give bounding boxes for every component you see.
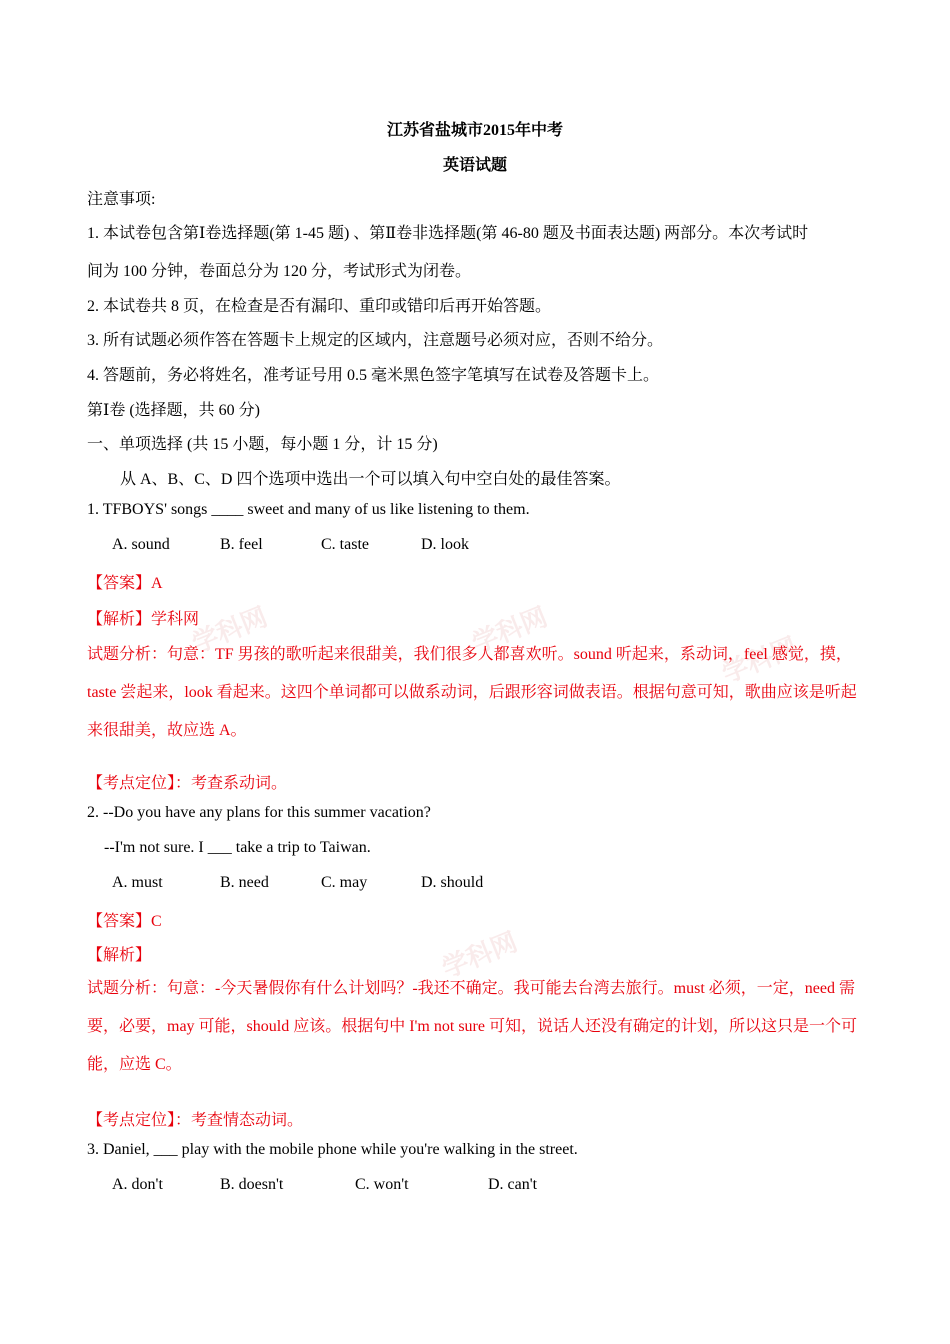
note-item-3: 3. 所有试题必须作答在答题卡上规定的区域内，注意题号必须对应，否则不给分。 xyxy=(87,332,664,349)
page-subtitle: 英语试题 xyxy=(442,157,507,174)
note-item-4: 4. 答题前，务必将姓名，准考证号用 0.5 毫米黑色签字笔填写在试卷及答题卡上。 xyxy=(87,367,660,384)
question-1-option-c: C. taste xyxy=(321,536,369,553)
question-2-option-a: A. must xyxy=(112,874,163,891)
question-3-option-d: D. can't xyxy=(488,1176,538,1193)
question-3-option-c: C. won't xyxy=(355,1176,409,1193)
section-instruction: 从 A、B、C、D 四个选项中选出一个可以填入句中空白处的最佳答案。 xyxy=(120,471,621,488)
question-2-option-c: C. may xyxy=(321,874,368,891)
section-heading: 一、单项选择 (共 15 小题，每小题 1 分，计 15 分) xyxy=(87,436,438,453)
question-2-option-d: D. should xyxy=(421,874,484,891)
question-1-analysis: 试题分析：句意：TF 男孩的歌听起来很甜美，我们很多人都喜欢听。sound 听起来，系动词，feel 感觉，摸，taste 尝起来，look 看起来。这四个单词都可以做系动词，后跟形容词做表语。根据句意可知，歌曲应该是听起来很甜美，故应选 A。 xyxy=(87,646,857,739)
question-1-point: 【考点定位】：考查系动词。 xyxy=(87,775,288,792)
question-2-stem: 2. --Do you have any plans for this summer vacation? xyxy=(87,804,431,821)
question-1-analysis-label: 【解析】学科网 xyxy=(87,611,200,628)
watermark-text: 学科网 xyxy=(468,602,552,660)
question-2-analysis-label: 【解析】 xyxy=(87,947,152,964)
question-2-option-b: B. need xyxy=(220,874,269,891)
notes-heading: 注意事项: xyxy=(87,191,156,208)
watermark-text: 学科网 xyxy=(438,927,522,985)
note-item-1: 1. 本试卷包含第Ⅰ卷选择题(第 1-45 题) 、第Ⅱ卷非选择题(第 46-80 题及书面表达题) 两部分。本次考试时 xyxy=(87,225,809,242)
question-3-option-a: A. don't xyxy=(112,1176,163,1193)
watermark-text: 学科网 xyxy=(718,632,802,690)
question-1-option-a: A. sound xyxy=(112,536,170,553)
question-3-option-b: B. doesn't xyxy=(220,1176,284,1193)
question-2-stem-reply: --I'm not sure. I ___ take a trip to Taiwan. xyxy=(104,839,371,856)
section-part: 第Ⅰ卷 (选择题，共 60 分) xyxy=(87,402,260,419)
page-title: 江苏省盐城市2015年中考 xyxy=(386,122,563,139)
question-2-answer: 【答案】C xyxy=(87,913,162,930)
question-3-stem: 3. Daniel, ___ play with the mobile phone while you're walking in the street. xyxy=(87,1141,578,1158)
question-1-option-b: B. feel xyxy=(220,536,263,553)
question-1-answer: 【答案】A xyxy=(87,575,163,592)
question-1-option-d: D. look xyxy=(421,536,469,553)
note-item-1-cont: 间为 100 分钟，卷面总分为 120 分，考试形式为闭卷。 xyxy=(87,263,472,280)
note-item-2: 2. 本试卷共 8 页，在检查是否有漏印、重印或错印后再开始答题。 xyxy=(87,298,552,315)
watermark-text: 学科网 xyxy=(188,602,272,660)
question-2-point: 【考点定位】：考查情态动词。 xyxy=(87,1112,304,1129)
question-1-stem: 1. TFBOYS' songs ____ sweet and many of us like listening to them. xyxy=(87,501,530,518)
question-2-analysis: 试题分析：句意：-今天暑假你有什么计划吗？-我还不确定。我可能去台湾去旅行。must 必须，一定，need 需要，必要，may 可能，should 应该。根据句中 I'm not sure 可知，说话人还没有确定的计划，所以这只是一个可能，应选 C。 xyxy=(87,980,857,1073)
